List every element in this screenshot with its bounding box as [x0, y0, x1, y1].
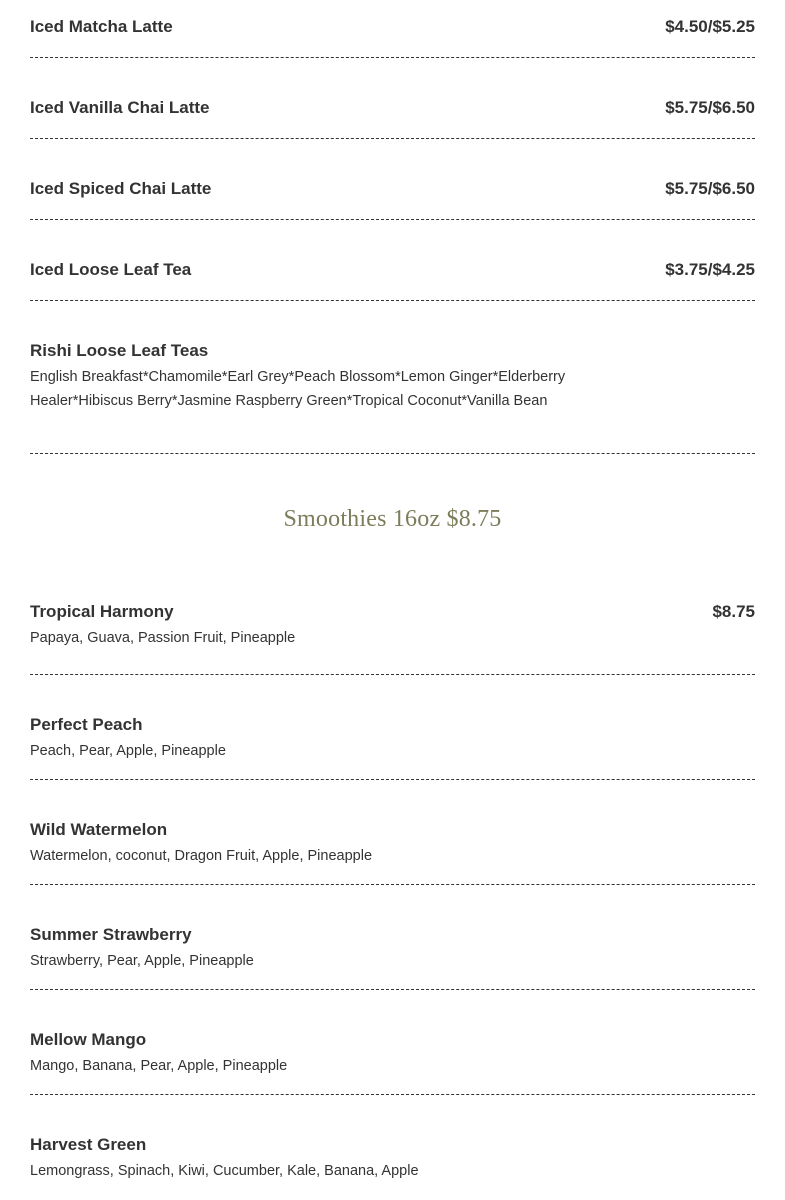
- item-ingredients: Watermelon, coconut, Dragon Fruit, Apple, Pineapple: [30, 848, 373, 864]
- menu-item-iced-vanilla-chai-latte: [30, 58, 755, 139]
- item-name: Iced Spiced Chai Latte: [30, 179, 212, 198]
- drinks-menu: [30, 0, 755, 454]
- menu-item-iced-spiced-chai-latte: [30, 139, 755, 220]
- menu-item-wild-watermelon: [30, 780, 755, 885]
- item-price: $5.75/$6.50: [665, 179, 755, 198]
- item-name: Iced Vanilla Chai Latte: [30, 98, 210, 117]
- menu-item-perfect-peach: [30, 675, 755, 780]
- item-ingredients: Papaya, Guava, Passion Fruit, Pineapple: [30, 630, 296, 646]
- item-ingredients: Strawberry, Pear, Apple, Pineapple: [30, 953, 254, 969]
- item-price: $5.75/$6.50: [665, 98, 755, 117]
- item-name: Harvest Green: [30, 1135, 147, 1154]
- menu-item-iced-loose-leaf-tea: [30, 220, 755, 301]
- item-price: $8.75: [712, 602, 755, 621]
- menu-item-tropical-harmony: [30, 602, 755, 675]
- menu-item-mellow-mango: [30, 990, 755, 1095]
- item-price: $4.50/$5.25: [665, 17, 755, 36]
- menu-item-rishi-loose-leaf-teas: [30, 301, 755, 454]
- item-ingredients: Lemongrass, Spinach, Kiwi, Cucumber, Kale, Banana, Apple: [30, 1163, 419, 1179]
- menu-item-summer-strawberry: [30, 885, 755, 990]
- item-name: Rishi Loose Leaf Teas: [30, 341, 209, 360]
- smoothies-list: [30, 602, 755, 1200]
- item-name: Mellow Mango: [30, 1030, 147, 1049]
- item-ingredients: Peach, Pear, Apple, Pineapple: [30, 743, 226, 759]
- item-name: Wild Watermelon: [30, 820, 168, 839]
- menu-item-harvest-green: [30, 1095, 755, 1200]
- item-name: Perfect Peach: [30, 715, 143, 734]
- item-ingredients: Mango, Banana, Pear, Apple, Pineapple: [30, 1058, 288, 1074]
- item-name: Tropical Harmony: [30, 602, 174, 621]
- item-price: $3.75/$4.25: [665, 260, 755, 279]
- item-name: Iced Matcha Latte: [30, 17, 173, 36]
- smoothies-section-title: Smoothies 16oz $8.75: [283, 506, 502, 532]
- menu-item-iced-matcha-latte: [30, 0, 755, 58]
- item-name: Summer Strawberry: [30, 925, 192, 944]
- item-name: Iced Loose Leaf Tea: [30, 260, 192, 279]
- item-description: English Breakfast*Chamomile*Earl Grey*Peach Blossom*Lemon Ginger*Elderberry Healer*Hibiscus Berry*Jasmine Raspberry Green*Tropical Coconut*Vanilla Bean: [30, 369, 566, 409]
